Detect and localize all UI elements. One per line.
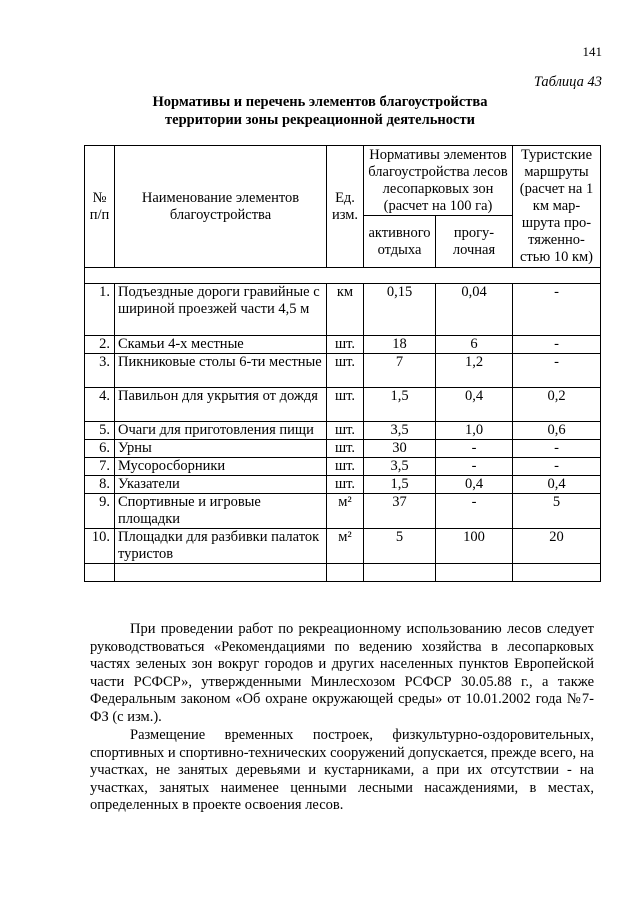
paragraph-2-text: Размещение временных построек, физкультурно-оздоровительных, спортивных и спортивно-технических сооружений допускается, прежде всего, на участках, не занятых деревьями и кустарниками, а при их отсутствии - на участках, занятых наименее ценными лесными насаждениями, в местах, определенных в проекте освоения лесов. bbox=[90, 727, 594, 813]
table-row bbox=[85, 354, 601, 388]
row-num-cell: 8. bbox=[85, 476, 115, 494]
table-row bbox=[85, 388, 601, 422]
table-caption: Таблица 43 bbox=[533, 74, 602, 90]
row-active-cell: 7 bbox=[364, 354, 436, 388]
row-tourist-cell: 0,6 bbox=[513, 422, 601, 440]
table-title-line-2: территории зоны рекреационной деятельности bbox=[165, 112, 475, 128]
row-name-cell: Скамьи 4-х местные bbox=[115, 336, 327, 354]
row-walk-cell: 1,2 bbox=[436, 354, 513, 388]
row-name-cell: Мусоросборники bbox=[115, 458, 327, 476]
row-name-cell: Указатели bbox=[115, 476, 327, 494]
row-unit-cell: шт. bbox=[327, 422, 364, 440]
row-active-cell: 0,15 bbox=[364, 284, 436, 336]
row-num-cell: 2. bbox=[85, 336, 115, 354]
row-walk-cell: 6 bbox=[436, 336, 513, 354]
row-tourist-cell: - bbox=[513, 440, 601, 458]
table-title bbox=[140, 93, 500, 129]
row-tourist-cell: - bbox=[513, 458, 601, 476]
row-walk-cell: 1,0 bbox=[436, 422, 513, 440]
row-active-cell: 37 bbox=[364, 494, 436, 529]
empty-cell bbox=[436, 564, 513, 582]
row-active-cell: 1,5 bbox=[364, 388, 436, 422]
row-num-cell: 1. bbox=[85, 284, 115, 336]
row-name-cell: Спортивные и игровые площадки bbox=[115, 494, 327, 529]
row-active-cell: 18 bbox=[364, 336, 436, 354]
empty-cell bbox=[115, 564, 327, 582]
row-tourist-cell: 20 bbox=[513, 529, 601, 564]
norms-table bbox=[84, 145, 601, 582]
table-empty-row bbox=[85, 564, 601, 582]
table-row bbox=[85, 422, 601, 440]
row-active-cell: 5 bbox=[364, 529, 436, 564]
row-unit-cell: шт. bbox=[327, 440, 364, 458]
row-num-cell: 7. bbox=[85, 458, 115, 476]
row-unit-cell: шт. bbox=[327, 458, 364, 476]
row-num-cell: 3. bbox=[85, 354, 115, 388]
row-walk-cell: - bbox=[436, 440, 513, 458]
row-num-cell: 6. bbox=[85, 440, 115, 458]
header-tourist: Туристские маршруты (расчет на 1 км мар-шрута про-тяженно-стью 10 км) bbox=[513, 146, 601, 268]
row-active-cell: 3,5 bbox=[364, 458, 436, 476]
paragraph-2 bbox=[90, 727, 594, 815]
row-num-cell: 4. bbox=[85, 388, 115, 422]
table-row bbox=[85, 284, 601, 336]
table-row bbox=[85, 494, 601, 529]
row-walk-cell: 0,4 bbox=[436, 476, 513, 494]
row-name-cell: Павильон для укрытия от дождя bbox=[115, 388, 327, 422]
header-norms-group: Нормативы элементов благоустройства лесов лесопарковых зон (расчет на 100 га) bbox=[364, 146, 513, 216]
row-tourist-cell: 0,4 bbox=[513, 476, 601, 494]
empty-cell bbox=[85, 564, 115, 582]
row-active-cell: 30 bbox=[364, 440, 436, 458]
row-name-cell: Подъездные дороги гравийные с шириной проезжей части 4,5 м bbox=[115, 284, 327, 336]
table-row bbox=[85, 336, 601, 354]
row-walk-cell: 0,04 bbox=[436, 284, 513, 336]
row-unit-cell: шт. bbox=[327, 476, 364, 494]
paragraph-1-text: При проведении работ по рекреационному использованию лесов следует руководствоваться «Рекомендациями по ведению хозяйства в лесопарковых частях зеленых зон вокруг городов и других населенных пунктов Европейской части РСФСР», утвержденными Минлесхозом РСФСР 30.05.88 г., а также Федеральным законом «Об охране окружающей среды» от 10.01.2002 года №7-ФЗ (с изм.). bbox=[90, 621, 594, 725]
page-number: 141 bbox=[582, 44, 602, 59]
header-name: Наименование элементов благоустройства bbox=[115, 146, 327, 268]
header-walk: прогу-лочная bbox=[436, 216, 513, 268]
header-unit: Ед. изм. bbox=[327, 146, 364, 268]
row-num-cell: 5. bbox=[85, 422, 115, 440]
table-row bbox=[85, 440, 601, 458]
row-num-cell: 10. bbox=[85, 529, 115, 564]
row-walk-cell: - bbox=[436, 458, 513, 476]
row-name-cell: Площадки для разбивки палаток туристов bbox=[115, 529, 327, 564]
table-title-line-1: Нормативы и перечень элементов благоустройства bbox=[152, 94, 488, 110]
row-unit-cell: шт. bbox=[327, 336, 364, 354]
row-tourist-cell: 5 bbox=[513, 494, 601, 529]
paragraph-1 bbox=[90, 621, 594, 726]
row-unit-cell: шт. bbox=[327, 354, 364, 388]
row-unit-cell: м² bbox=[327, 529, 364, 564]
table-row bbox=[85, 458, 601, 476]
row-tourist-cell: - bbox=[513, 284, 601, 336]
row-name-cell: Очаги для приготовления пищи bbox=[115, 422, 327, 440]
row-walk-cell: - bbox=[436, 494, 513, 529]
empty-cell bbox=[513, 564, 601, 582]
row-tourist-cell: - bbox=[513, 336, 601, 354]
row-name-cell: Урны bbox=[115, 440, 327, 458]
row-walk-cell: 0,4 bbox=[436, 388, 513, 422]
table-header-row bbox=[85, 146, 601, 216]
row-num-cell: 9. bbox=[85, 494, 115, 529]
header-active: активного отдыха bbox=[364, 216, 436, 268]
empty-cell bbox=[364, 564, 436, 582]
row-unit-cell: км bbox=[327, 284, 364, 336]
spacer-cell bbox=[85, 268, 601, 284]
header-num: № п/п bbox=[85, 146, 115, 268]
table-spacer-row bbox=[85, 268, 601, 284]
row-unit-cell: шт. bbox=[327, 388, 364, 422]
row-name-cell: Пикниковые столы 6-ти местные bbox=[115, 354, 327, 388]
table-row bbox=[85, 476, 601, 494]
row-unit-cell: м² bbox=[327, 494, 364, 529]
row-active-cell: 3,5 bbox=[364, 422, 436, 440]
table-body bbox=[85, 284, 601, 564]
table-row bbox=[85, 529, 601, 564]
row-tourist-cell: 0,2 bbox=[513, 388, 601, 422]
empty-cell bbox=[327, 564, 364, 582]
row-tourist-cell: - bbox=[513, 354, 601, 388]
row-active-cell: 1,5 bbox=[364, 476, 436, 494]
row-walk-cell: 100 bbox=[436, 529, 513, 564]
